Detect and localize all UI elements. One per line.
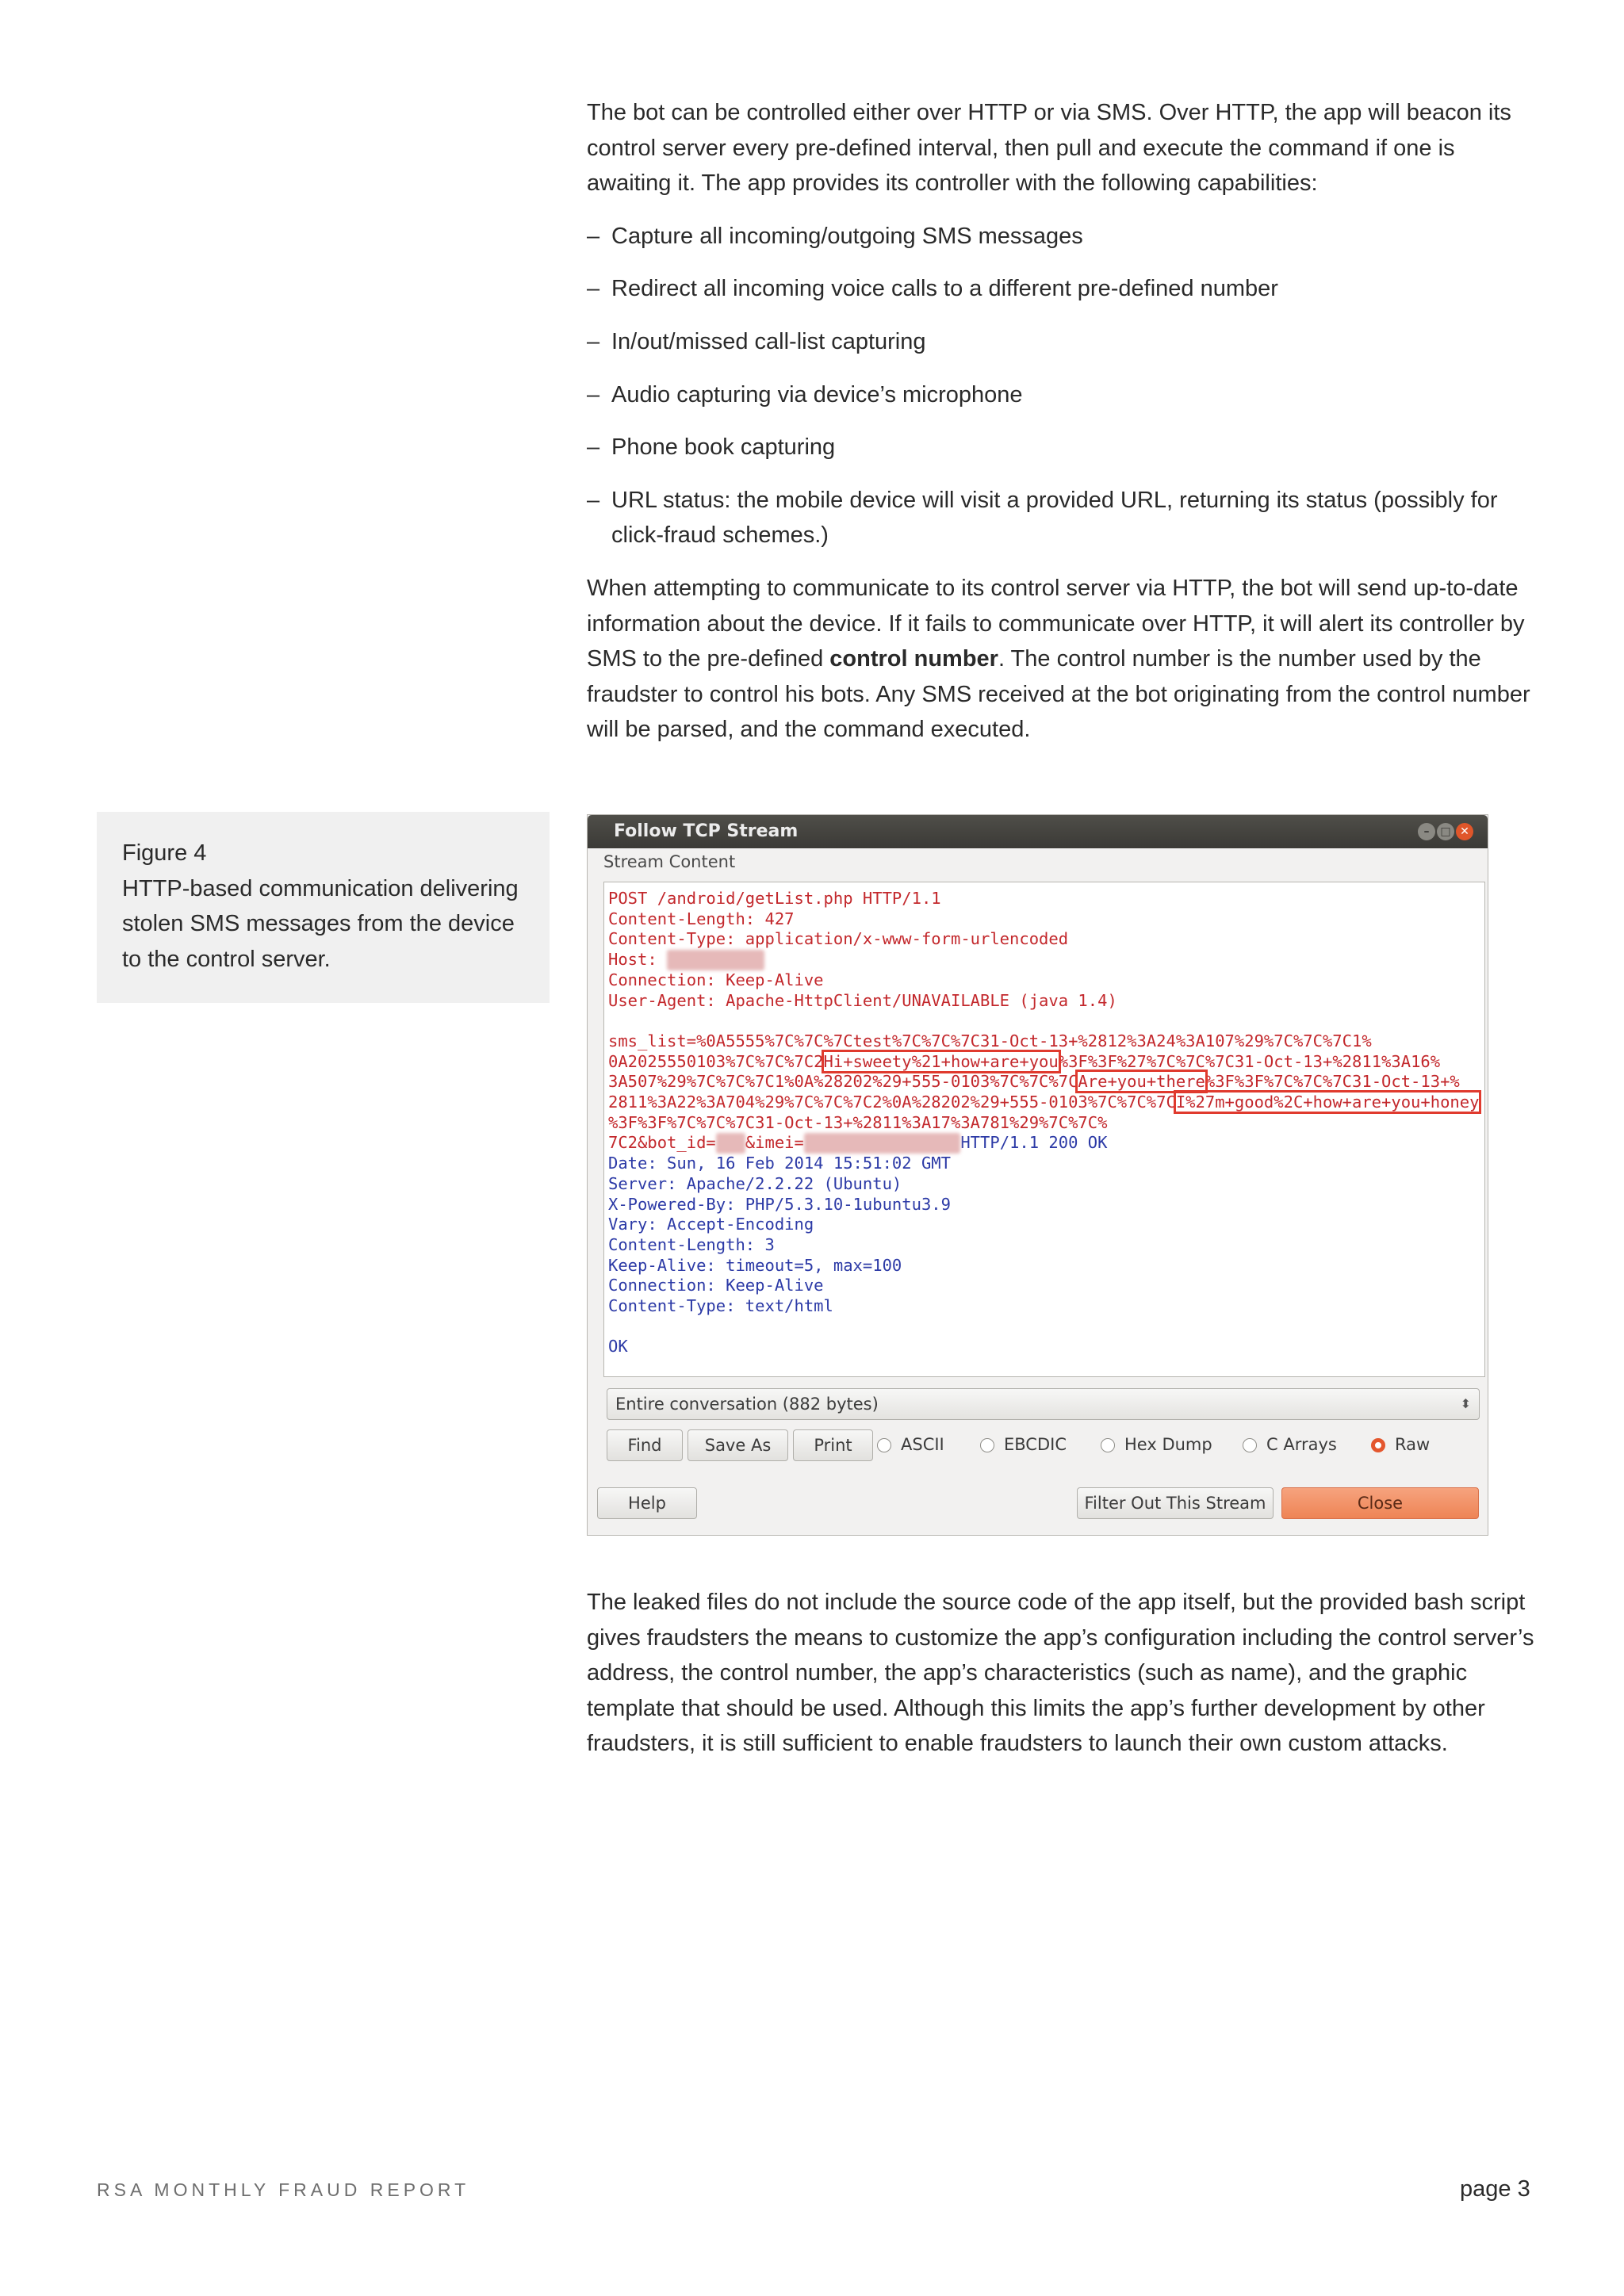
close-button[interactable]: Close: [1281, 1487, 1479, 1519]
main-text-column: [587, 95, 1534, 748]
response-line: Keep-Alive: timeout=5, max=100: [608, 1255, 902, 1275]
request-line: Content-Type: application/x-www-form-urlencoded: [608, 929, 1069, 949]
radio-ascii[interactable]: [877, 1433, 944, 1456]
stream-text: [608, 889, 1484, 1357]
list-item-text: Capture all incoming/outgoing SMS messages: [611, 223, 1083, 249]
list-item-text: Phone book capturing: [611, 434, 836, 461]
list-item-text: URL status: the mobile device will visit a provided URL, returning its status (possibly for click-fraud schemes.): [611, 487, 1498, 549]
request-body-line: %3F%3F%7C%7C%7C31-Oct-13+%: [1205, 1072, 1460, 1092]
radio-raw[interactable]: [1371, 1433, 1430, 1456]
filter-out-stream-button[interactable]: Filter Out This Stream: [1077, 1487, 1274, 1519]
maximize-icon[interactable]: □: [1437, 823, 1454, 840]
capabilities-list: [587, 219, 1534, 553]
conversation-select-value: Entire conversation (882 bytes): [615, 1395, 879, 1414]
request-line: Host:: [608, 950, 668, 970]
response-status: HTTP/1.1 200 OK: [960, 1133, 1108, 1153]
list-item: [587, 483, 1534, 553]
intro-paragraph: The bot can be controlled either over HTTP or via SMS. Over HTTP, the app will beacon its control server every pre-defined interval, then pull and execute the command if one is awaiting it. The app provides its controller with the following capabilities:: [587, 100, 1511, 197]
list-item: [587, 324, 1534, 360]
bullet-dash: –: [587, 276, 600, 302]
response-line: Vary: Accept-Encoding: [608, 1215, 814, 1234]
radio-label: Hex Dump: [1124, 1435, 1212, 1454]
list-item-text: Redirect all incoming voice calls to a different pre-defined number: [611, 276, 1278, 302]
updown-arrow-icon: ⬍: [1460, 1396, 1471, 1411]
window-titlebar: [588, 815, 1488, 848]
response-line: Content-Length: 3: [608, 1234, 775, 1254]
request-line: User-Agent: Apache-HttpClient/UNAVAILABLE (java 1.4): [608, 990, 1117, 1010]
figure-caption-box: [97, 812, 550, 1003]
list-item: [587, 377, 1534, 413]
close-icon[interactable]: ✕: [1456, 823, 1473, 840]
request-body-line: %3F%3F%27%7C%7C%7C31-Oct-13+%2811%3A16%: [1058, 1051, 1441, 1071]
stream-content-area[interactable]: [603, 882, 1485, 1377]
highlighted-sms: I%27m+good%2C+how+are+you+honey: [1175, 1093, 1480, 1112]
radio-icon: [1101, 1438, 1115, 1452]
redacted-bot-id: [716, 1133, 745, 1154]
radio-hex-dump[interactable]: [1101, 1433, 1212, 1456]
window-title: Follow TCP Stream: [614, 821, 799, 841]
radio-c-arrays[interactable]: [1243, 1433, 1337, 1456]
radio-label: C Arrays: [1266, 1435, 1337, 1454]
list-item: [587, 430, 1534, 465]
response-line: Date: Sun, 16 Feb 2014 15:51:02 GMT: [608, 1154, 951, 1173]
help-button[interactable]: Help: [597, 1487, 697, 1519]
request-body-line: &imei=: [745, 1133, 804, 1153]
stream-content-label: Stream Content: [603, 852, 736, 871]
response-line: X-Powered-By: PHP/5.3.10-1ubuntu3.9: [608, 1194, 951, 1214]
request-line: Connection: Keep-Alive: [608, 970, 824, 989]
radio-label: ASCII: [901, 1435, 944, 1454]
highlighted-sms: Hi+sweety%21+how+are+you: [823, 1051, 1059, 1071]
bullet-dash: –: [587, 328, 600, 354]
list-item: [587, 271, 1534, 307]
follow-tcp-stream-window: [587, 814, 1488, 1536]
radio-icon: [980, 1438, 994, 1452]
redacted-host: [667, 950, 764, 970]
report-name: RSA MONTHLY FRAUD REPORT: [97, 2179, 470, 2200]
paragraph-text: When attempting to communicate to its control server via HTTP, the bot will send up-to-date information about the device. If it fails to communicate over HTTP, it will alert its controller by SMS to the pre-defined: [587, 575, 1525, 672]
minimize-icon[interactable]: –: [1418, 823, 1435, 840]
list-item: [587, 219, 1534, 254]
radio-icon: [1243, 1438, 1257, 1452]
request-line: POST /android/getList.php HTTP/1.1: [608, 889, 941, 908]
list-item-text: Audio capturing via device’s microphone: [611, 381, 1023, 408]
request-line: Content-Length: 427: [608, 909, 795, 928]
radio-label: EBCDIC: [1004, 1435, 1067, 1454]
figure-label: Figure 4: [122, 840, 207, 866]
bullet-dash: –: [587, 487, 600, 513]
response-line: Server: Apache/2.2.22 (Ubuntu): [608, 1173, 902, 1193]
response-line: Connection: Keep-Alive: [608, 1276, 824, 1295]
highlighted-sms: Are+you+there: [1078, 1072, 1205, 1092]
radio-selected-icon: [1371, 1438, 1385, 1452]
radio-label: Raw: [1395, 1435, 1431, 1454]
request-body-line: 0A2025550103%7C%7C%7C2: [608, 1051, 824, 1071]
redacted-imei: [804, 1133, 960, 1154]
second-paragraph: [587, 571, 1534, 748]
control-number-term: control number: [829, 646, 998, 672]
radio-icon: [877, 1438, 891, 1452]
request-body-line: %3F%3F%7C%7C%7C31-Oct-13+%2811%3A17%3A781%29%7C%7C%: [608, 1112, 1108, 1132]
find-button[interactable]: Find: [607, 1429, 683, 1461]
response-line: Content-Type: text/html: [608, 1296, 833, 1316]
closing-text-column: [587, 1585, 1534, 1762]
page-number: page 3: [1460, 2176, 1530, 2202]
figure-caption: HTTP-based communication delivering stolen SMS messages from the device to the control server.: [122, 875, 519, 972]
request-body-line: 2811%3A22%3A704%29%7C%7C%7C2%0A%28202%29+555-0103%7C%7C%7C: [608, 1093, 1176, 1112]
list-item-text: In/out/missed call-list capturing: [611, 328, 926, 354]
print-button[interactable]: Print: [793, 1429, 873, 1461]
paragraph-text: . The control number is the number used by the fraudster to control his bots. Any SMS received at the bot originating from the control number will be parsed, and the command executed.: [587, 646, 1530, 743]
bullet-dash: –: [587, 381, 600, 408]
save-as-button[interactable]: Save As: [688, 1429, 788, 1461]
radio-ebcdic[interactable]: [980, 1433, 1067, 1456]
request-body-line: 7C2&bot_id=: [608, 1133, 716, 1153]
response-body: OK: [608, 1337, 628, 1357]
bullet-dash: –: [587, 223, 600, 249]
bullet-dash: –: [587, 434, 600, 461]
request-body-line: sms_list=%0A5555%7C%7C%7Ctest%7C%7C%7C31-Oct-13+%2812%3A24%3A107%29%7C%7C%7C1%: [608, 1031, 1372, 1050]
closing-paragraph: The leaked files do not include the source code of the app itself, but the provided bash script gives fraudsters the means to customize the app’s configuration including the control server’s address, the control number, the app’s characteristics (such as name), and the graphic template that should be used. Although this limits the app’s further development by other fraudsters, it is still sufficient to enable fraudsters to launch their own custom attacks.: [587, 1590, 1534, 1757]
conversation-select[interactable]: [607, 1388, 1480, 1420]
request-body-line: 3A507%29%7C%7C%7C1%0A%28202%29+555-0103%7C%7C%7C: [608, 1072, 1078, 1092]
